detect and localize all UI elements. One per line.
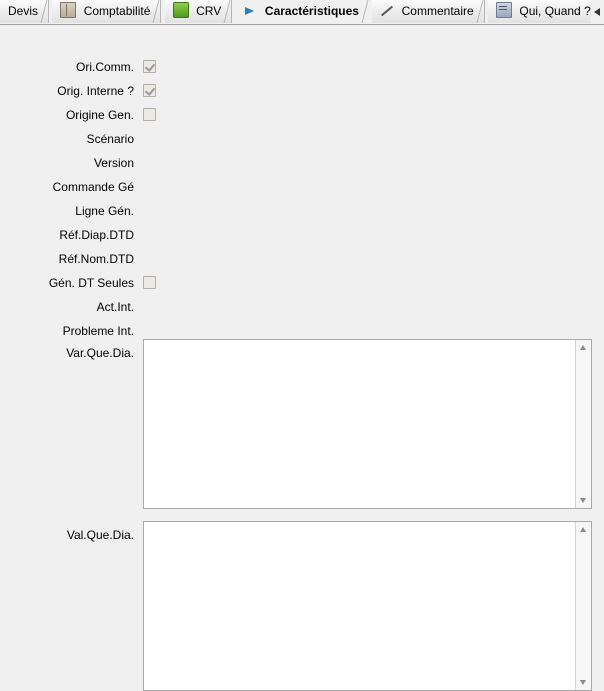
book-icon [60, 2, 76, 18]
checkbox-origine-gen[interactable] [143, 108, 156, 121]
checkbox-gen-dt-seules[interactable] [143, 276, 156, 289]
label-commande-ge: Commande Gé [52, 180, 134, 194]
tab-separator [360, 0, 370, 23]
tab-separator [39, 0, 49, 23]
tab-qui-quand-label: Qui, Quand ? [519, 4, 591, 19]
val-que-dia-scrollbar[interactable] [575, 522, 591, 690]
tab-caracteristiques[interactable] [236, 0, 369, 23]
card-icon [496, 2, 512, 18]
scroll-up-icon[interactable] [576, 340, 591, 355]
label-var-que-dia: Var.Que.Dia. [66, 346, 134, 360]
label-ref-diap-dtd: Réf.Diap.DTD [59, 228, 134, 242]
checkbox-ori-comm[interactable] [143, 60, 156, 73]
tab-crv[interactable] [165, 0, 232, 23]
tab-qui-quand[interactable] [488, 0, 602, 23]
scroll-down-icon[interactable] [576, 493, 591, 508]
tab-commentaire-label: Commentaire [401, 4, 474, 19]
label-ligne-gen: Ligne Gén. [75, 204, 134, 218]
chevron-left-icon [594, 8, 600, 16]
tab-devis[interactable] [0, 0, 49, 23]
caracteristiques-form [0, 25, 604, 681]
var-que-dia-textarea[interactable] [143, 339, 592, 509]
label-act-int: Act.Int. [96, 300, 134, 314]
tab-commentaire[interactable] [372, 0, 484, 23]
scroll-down-icon[interactable] [576, 675, 591, 690]
label-origine-gen: Origine Gen. [65, 108, 134, 122]
tab-caracteristiques-label: Caractéristiques [264, 4, 359, 19]
tab-separator [151, 0, 161, 23]
scroll-up-icon[interactable] [576, 522, 591, 537]
var-que-dia-scrollbar[interactable] [575, 340, 591, 508]
tab-scroll-left-button[interactable] [591, 0, 604, 23]
label-probleme-int: Probleme Int. [62, 324, 134, 338]
label-version: Version [93, 156, 134, 170]
label-ori-comm: Ori.Comm. [76, 60, 134, 74]
tab-comptabilite-label: Comptabilité [83, 4, 151, 19]
label-scenario: Scénario [86, 132, 134, 146]
checkbox-orig-interne[interactable] [143, 84, 156, 97]
tab-comptabilite[interactable] [52, 0, 161, 23]
label-ref-nom-dtd: Réf.Nom.DTD [58, 252, 134, 266]
label-val-que-dia: Val.Que.Dia. [66, 528, 134, 542]
label-gen-dt-seules: Gén. DT Seules [48, 276, 134, 290]
tab-crv-label: CRV [196, 4, 222, 19]
green-square-icon [173, 2, 189, 18]
tab-separator [222, 0, 232, 23]
tab-devis-label: Devis [8, 4, 39, 19]
tab-separator [475, 0, 485, 23]
pencil-icon [380, 4, 394, 18]
blue-arrow-icon [244, 4, 258, 18]
val-que-dia-textarea[interactable] [143, 521, 592, 691]
label-orig-interne: Orig. Interne ? [57, 84, 134, 98]
tab-strip [0, 0, 604, 25]
